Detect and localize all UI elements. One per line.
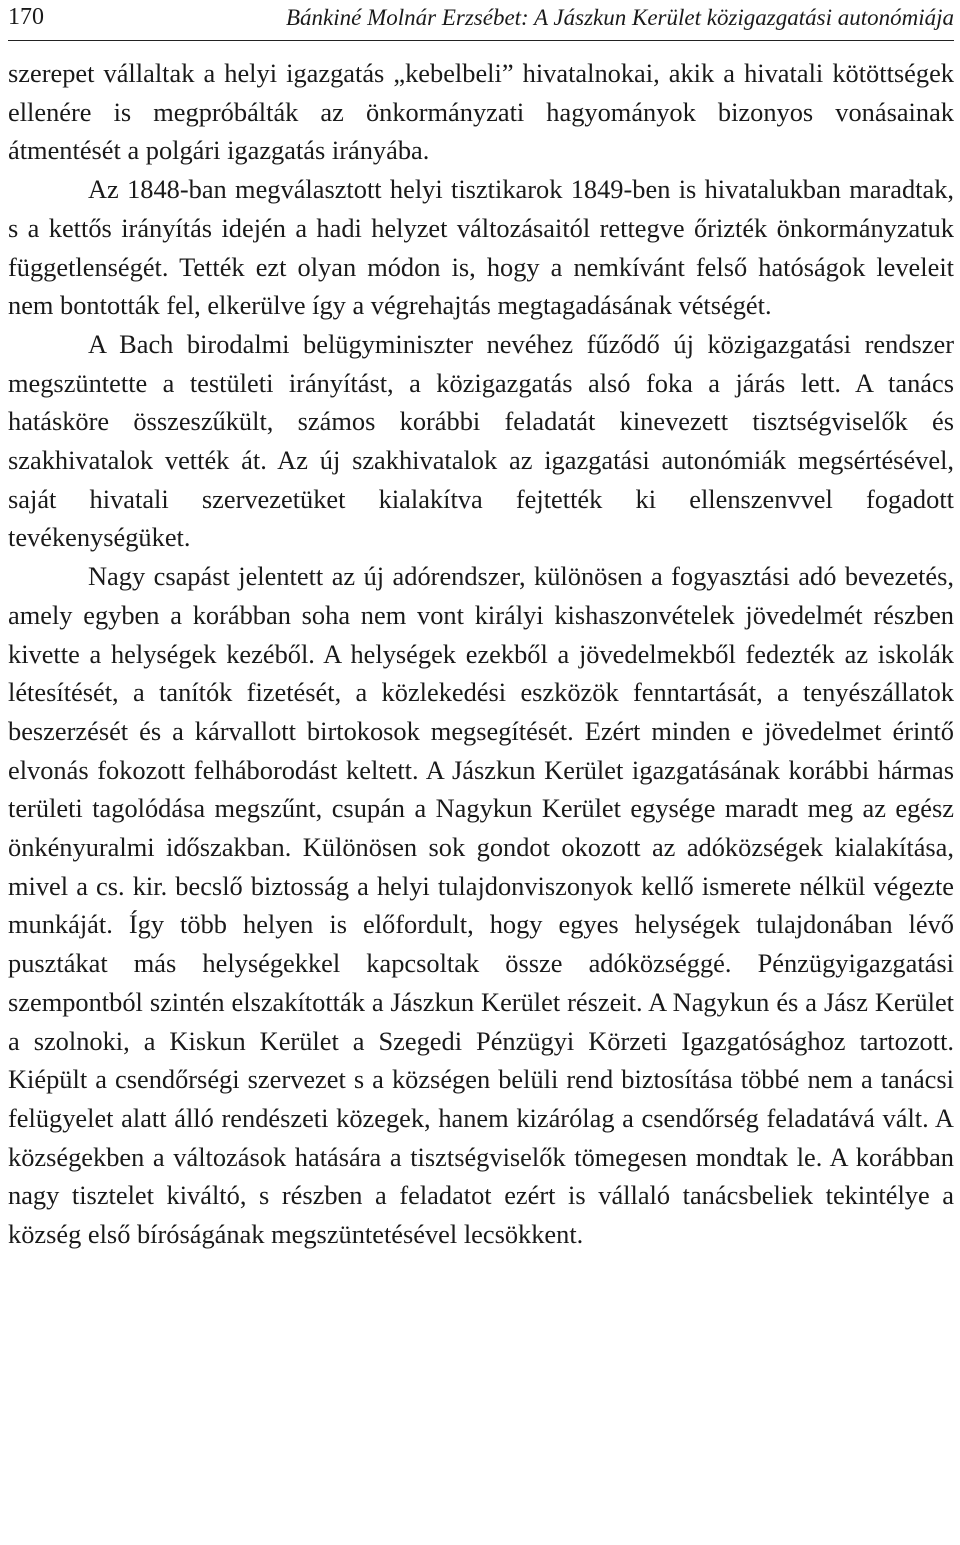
page-number: 170 <box>8 4 44 30</box>
paragraph-3: A Bach birodalmi belügyminiszter nevéhez fűződő új közigazgatási rendszer megszüntette a testületi irányítást, a közigazgatás alsó foka a járás lett. A tanács hatásköre összeszűkült, számos korábbi feladatát kinevezett tisztségviselők és szakhivatalok vették át. Az új szakhivatalok az igazgatási autonómiák megsértésével, saját hivatali szervezetüket kialakítva fejtették ki ellenszenvvel fogadott tevékenységüket. <box>8 328 954 553</box>
page-header <box>8 0 954 41</box>
body-text <box>8 54 954 1254</box>
paragraph-4: Nagy csapást jelentett az új adórendszer, különösen a fogyasztási adó bevezetés, amely egyben a korábban soha nem vont királyi kishaszonvételek jövedelmét részben kivette a helységek kezéből. A helységek ezekből a jövedelmekből fedezték az iskolák létesítését, a tanítók fizetését, a közlekedési eszközök fenntartását, a tenyészállatok beszerzését és a kárvallott birtokosok megsegítését. Ezért minden e jövedelmet érintő elvonás fokozott felháborodást keltett. A Jászkun Kerület igazgatásának korábbi hármas területi tagolódása megszűnt, csupán a Nagykun Kerület egysége maradt meg az egész önkényuralmi időszakban. Különösen sok gondot okozott az adóközségek kialakítása, mivel a cs. kir. becslő biztosság a helyi tulajdonviszonyok kellő ismerete nélkül végezte munkáját. Így több helyen is előfordult, hogy egyes helységek tulajdonában lévő pusztákat más helységekkel kapcsoltak össze adóközséggé. Pénzügyigazgatási szempontból szintén elszakították a Jászkun Kerület részeit. A Nagykun és a Jász Kerület a szolnoki, a Kiskun Kerület a Szegedi Pénzügyi Körzeti Igazgatósághoz tartozott. Kiépült a csendőrségi szervezet s a községen belüli rend biztosítása többé nem a tanácsi felügyelet alatt álló rendészeti közegek, hanem kizárólag a csendőrség feladatává vált. A községekben a változások hatására a tisztségviselők tömegesen mondtak le. A korábban nagy tisztelet kiváltó, s részben a feladatot ezért is vállaló tanácsbeliek tekintélye a község első bíróságának megszüntetésével lecsökkent. <box>8 561 954 1250</box>
running-title: Bánkiné Molnár Erzsébet: A Jászkun Kerület közigazgatási autonómiája <box>285 5 954 30</box>
document-page <box>8 0 954 1545</box>
paragraph-2: Az 1848-ban megválasztott helyi tisztikarok 1849-ben is hivatalukban maradtak, s a kettős irányítás idején a hadi helyzet változásaitól rettegve őrizték önkormányzatuk függetlenségét. Tették ezt olyan módon is, hogy a nemkívánt felső hatóságok leveleit nem bontották fel, elkerülve így a végrehajtás megtagadásának vétségét. <box>8 174 954 321</box>
paragraph-1: szerepet vállaltak a helyi igazgatás „kebelbeli” hivatalnokai, akik a hivatali kötöttségek ellenére is megpróbálták az önkormányzati hagyományok bizonyos vonásainak átmentését a polgári igazgatás irányába. <box>8 58 954 166</box>
